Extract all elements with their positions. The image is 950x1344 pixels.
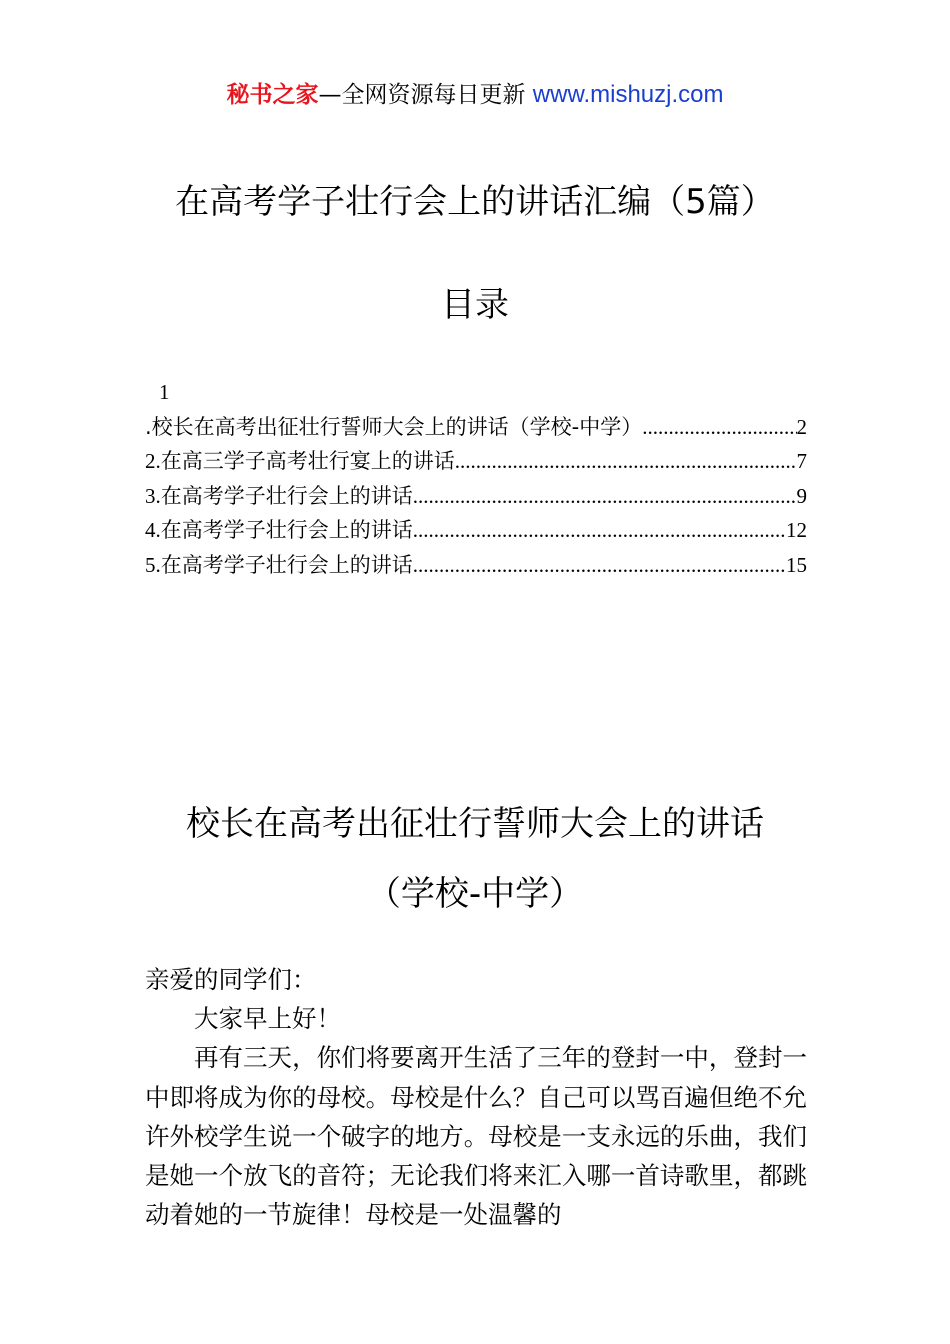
- body-paragraph: 再有三天，你们将要离开生活了三年的登封一中，登封一中即将成为你的母校。母校是什么？自己可以骂百遍但绝不允许外校学生说一个破字的地方。母校是一支永远的乐曲，我们是她一个放飞的音符；无论我们将来汇入哪一首诗歌里，都跳动着她的一节旋律！母校是一处温馨的: [145, 1043, 807, 1230]
- section-subtitle: （学校-中学）: [366, 874, 584, 914]
- toc-dot-leader: [413, 479, 797, 514]
- toc-dot-leader: [413, 513, 786, 548]
- toc-entry-2[interactable]: [145, 444, 807, 479]
- speech-body: [145, 960, 807, 1234]
- toc-entry-page: 15: [786, 552, 807, 577]
- site-header: [0, 78, 950, 112]
- toc-first-number: 1: [159, 380, 170, 404]
- toc-entry-page: 2: [796, 414, 807, 439]
- toc-entry-page: 7: [796, 449, 807, 473]
- toc-entry-number: 2.: [145, 449, 161, 473]
- toc-entry-4[interactable]: [145, 513, 807, 548]
- toc-entry-title: 在高考学子壮行会上的讲话: [160, 552, 413, 577]
- salutation: 亲爱的同学们：: [145, 965, 317, 994]
- toc-dot-leader: [413, 548, 786, 583]
- toc-entry-page: 12: [786, 518, 807, 542]
- toc-entry-title: 在高三学子高考壮行宴上的讲话: [160, 449, 455, 473]
- table-of-contents: [145, 375, 807, 582]
- toc-dot-leader: [455, 444, 797, 479]
- toc-entry-3[interactable]: [145, 479, 807, 514]
- toc-entry-number: 5.: [145, 552, 161, 577]
- toc-entry-1[interactable]: [145, 410, 807, 445]
- toc-entry-number: 3.: [145, 483, 161, 508]
- toc-heading: 目录: [441, 285, 509, 325]
- document-title: 在高考学子壮行会上的讲话汇编（5篇）: [175, 182, 775, 222]
- toc-entry-number: 4.: [145, 518, 161, 542]
- toc-dot-leader: [642, 410, 796, 445]
- brand-name: 秘书之家: [226, 82, 319, 108]
- toc-entry-title: 在高考学子壮行会上的讲话: [160, 518, 413, 542]
- site-url-link[interactable]: www.mishuzj.com: [532, 81, 724, 108]
- header-tagline: —全网资源每日更新: [318, 82, 533, 108]
- toc-entry-page: 9: [796, 483, 807, 508]
- toc-entry-title: .校长在高考出征壮行誓师大会上的讲话（学校-中学）: [145, 414, 643, 439]
- section-title: 校长在高考出征壮行誓师大会上的讲话: [186, 804, 764, 844]
- greeting: 大家早上好！: [194, 1004, 341, 1034]
- toc-entry-5[interactable]: [145, 548, 807, 583]
- toc-entry-title: 在高考学子壮行会上的讲话: [160, 483, 413, 508]
